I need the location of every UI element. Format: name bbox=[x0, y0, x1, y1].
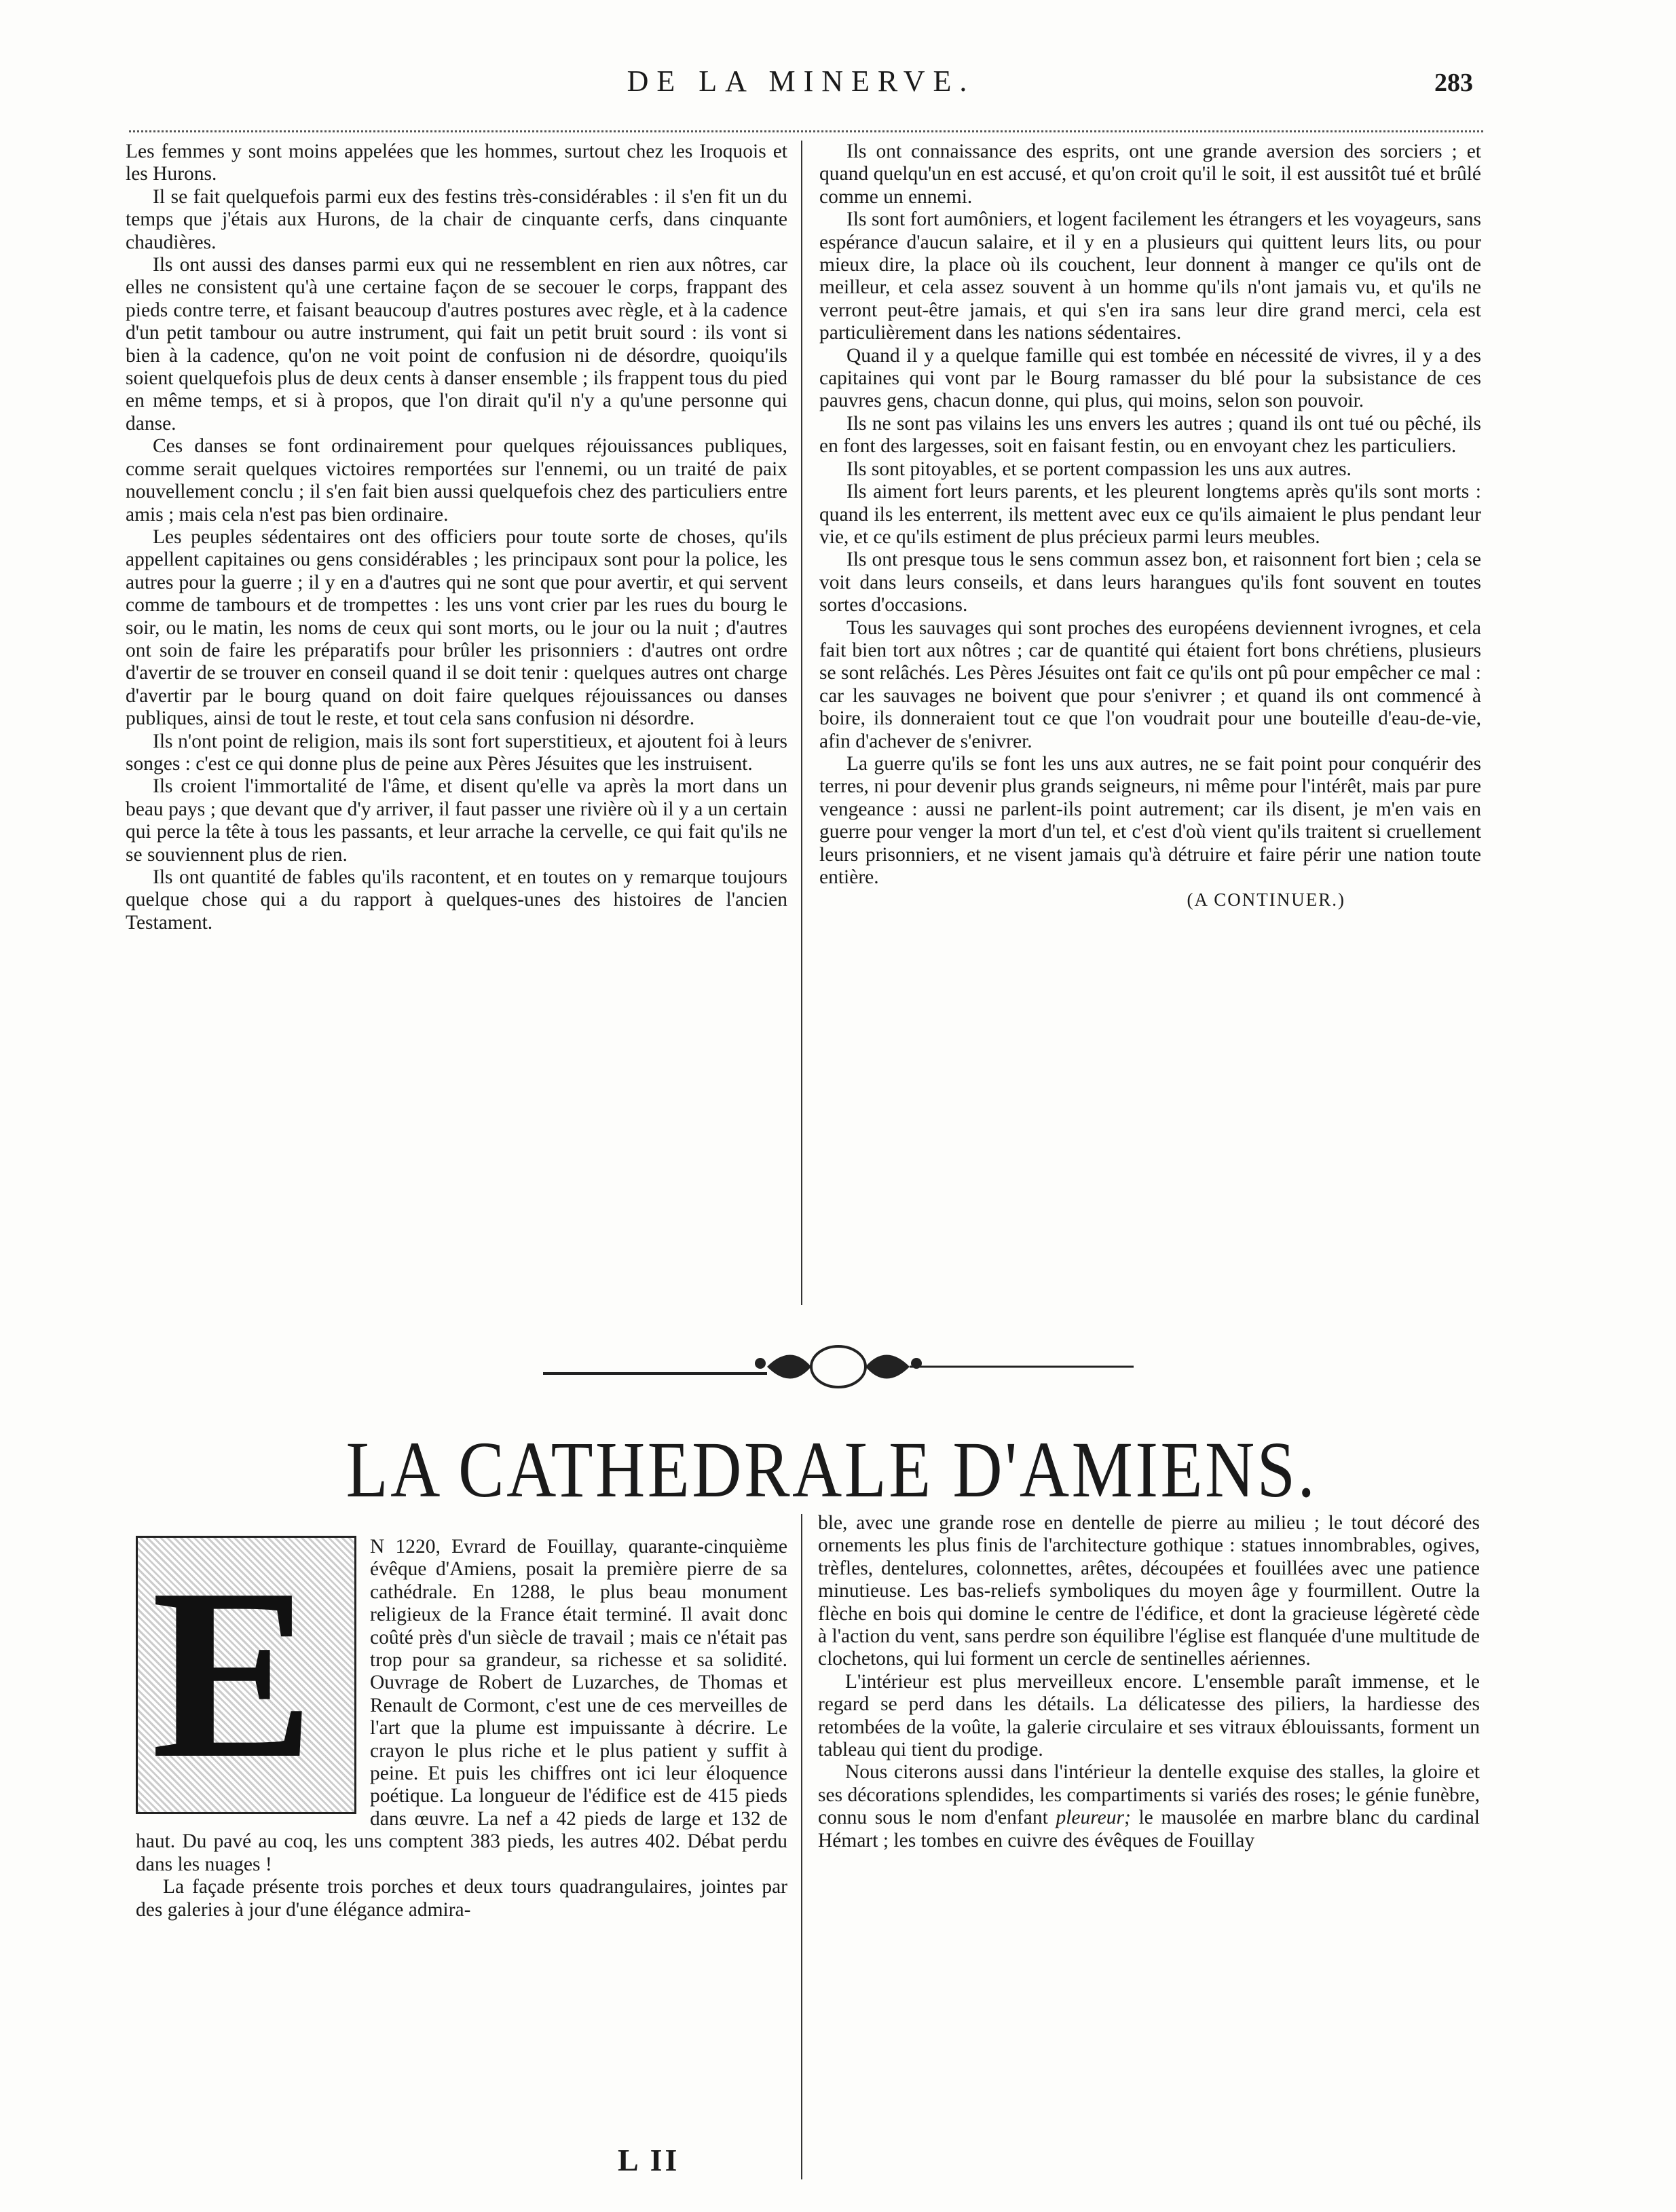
signature-mark: L II bbox=[618, 2143, 680, 2177]
to-continue-note: (A CONTINUER.) bbox=[1187, 889, 1345, 910]
paragraph: Tous les sauvages qui sont proches des européens deviennent ivrognes, et cela fait bien tort aux nôtres ; car de quantité qui étaient fort bons chrétiens, plusieurs se sont relâchés. Les Pères Jésuites ont fait ce qu'ils ont pû pour empêcher ce mal : car les sauvages ne boivent que pour s'enivrer ; et quand ils ont commencé à boire, ils donneraient tout ce que l'on voudrait pour une bouteille d'eau-de-vie, afin d'achever de s'enivrer. bbox=[819, 616, 1481, 752]
column-left-top bbox=[126, 141, 787, 934]
text-run: le mausolée en marbre blanc du cardinal Hémart ; les tombes en cuivre des évêques de Fouillay bbox=[818, 1807, 1481, 1851]
paragraph: Ces danses se font ordinairement pour quelques réjouissances publiques, comme serait quelques victoires remportées sur l'ennemi, ou un traité de paix nouvellement conclu ; il s'en fait bien aussi quelquefois chez des particuliers entre amis ; mais cela n'est pas bien ordinaire. bbox=[126, 435, 787, 526]
column-divider bbox=[801, 141, 802, 1305]
column-right-top bbox=[819, 141, 1481, 912]
paragraph bbox=[818, 1761, 1480, 1852]
paragraph: Ils croient l'immortalité de l'âme, et disent qu'elle va après la mort dans un beau pays ; que devant que d'y arriver, il faut passer une rivière où il y a un certain qui perce la tête à tous les passants, et leur arrache la cervelle, ce qui fait qu'ils ne se souviennent plus de rien. bbox=[126, 775, 787, 866]
paragraph: Les peuples sédentaires ont des officiers pour toute sorte de choses, qu'ils appellent capitaines ou gens considérables ; les principaux sont pour la police, les autres pour la guerre ; il y en a d'autres qui ne sont que pour avertir, et qui servent comme de tambours et de trompettes : les uns vont crier par les rues du bourg le soir, ou le matin, les noms de ceux qui sont morts, ou le jour ou la nuit ; d'autres ont soin de faire les préparatifs pour brûler les prisonniers : d'autres ont ordre d'avertir de se trouver en conseil quand il se doit tenir : quelques autres ont charge d'avertir par le bourg quand on doit faire quelques réjouissances ou danses publiques, ainsi de tout le reste, et tout cela sans confusion ni désordre. bbox=[126, 526, 787, 730]
paragraph: Ils sont fort aumôniers, et logent facilement les étrangers et les voyageurs, sans espérance d'aucun salaire, et il y en a plusieurs qui quittent leurs lits, ou pour mieux dire, la place où ils couchent, leur donnent à manger ce qu'ils ont de meilleur, et cela assez souvent à un homme qu'ils n'ont jamais vu, et qu'ils ne verront peut-être jamais, et qui s'en ira sans leur dire grand merci, cela est particulièrement dans les nations sédentaires. bbox=[819, 208, 1481, 344]
article-title: LA CATHEDRALE D'AMIENS. bbox=[346, 1425, 1318, 1514]
italic-text: pleureur; bbox=[1056, 1807, 1131, 1829]
paragraph: Les femmes y sont moins appelées que les hommes, surtout chez les Iroquois et les Hurons. bbox=[126, 141, 787, 185]
paragraph: Ils sont pitoyables, et se portent compassion les uns aux autres. bbox=[846, 458, 1352, 480]
paragraph: Quand il y a quelque famille qui est tombée en nécessité de vivres, il y a des capitaines qui vont par le Bourg ramasser du blé pour la subsistance de ces pauvres gens, chacun donne, qui plus, qui moins, selon son pouvoir. bbox=[819, 344, 1481, 412]
page-header bbox=[129, 60, 1473, 107]
paragraph: Ils ne sont pas vilains les uns envers les autres ; quand ils ont tué ou pêché, ils en font des largesses, soit en faisant festin, ou en envoyant chez les particuliers. bbox=[819, 412, 1481, 458]
paragraph: La guerre qu'ils se font les uns aux autres, ne se fait point pour conquérir des terres, ni pour devenir plus grands seigneurs, ni même pour l'intérêt, mais par pure vengeance : aussi ne parlent-ils point autrement; car ils disent, je m'en vais en guerre pour venger la mort d'un tel, et c'est d'où vient qu'ils traitent si cruellement leurs prisonniers, et ne visent jamais qu'à détruire et faire périr une nation toute entière. bbox=[819, 752, 1481, 888]
article-column-left bbox=[136, 1536, 787, 1921]
dropcap-letter: E bbox=[151, 1538, 315, 1809]
dropcap-illustration bbox=[136, 1536, 356, 1814]
paragraph: Ils aiment fort leurs parents, et les pleurent longtems après qu'ils sont morts : quand ils les enterrent, ils mettent avec eux ce qu'ils aimaient le plus pendant leur vie, et ce qu'ils estiment de plus précieux parmi leurs meubles. bbox=[819, 481, 1481, 548]
column-divider bbox=[801, 1514, 802, 2179]
paragraph: Il se fait quelquefois parmi eux des festins très-considérables : il s'en fit un du temps que j'étais aux Hurons, de la chair de cinquante cerfs, dans cinquante chaudières. bbox=[126, 185, 787, 253]
paragraph: Ils ont connaissance des esprits, ont une grande aversion des sorciers ; et quand quelqu'un en est accusé, et qu'on croit qu'il le soit, il est aussitôt tué et brûlé comme un ennemi. bbox=[819, 141, 1481, 208]
paragraph: L'intérieur est plus merveilleux encore. L'ensemble paraît immense, et le regard se perd dans les détails. La délicatesse des piliers, la hardiesse des retombées de la voûte, la galerie circulaire et ses vitraux éblouissants, forment un tableau qui tient du prodige. bbox=[818, 1670, 1480, 1761]
article-column-right bbox=[818, 1512, 1480, 1852]
header-rule bbox=[129, 130, 1483, 136]
paragraph: La façade présente trois porches et deux tours quadrangulaires, jointes par des galeries à jour d'une élégance admira- bbox=[136, 1876, 787, 1921]
paragraph: Ils ont presque tous le sens commun assez bon, et raisonnent fort bien ; cela se voit dans leurs conseils, et dans leurs harangues qu'ils font souvent en toutes sortes d'occasions. bbox=[819, 549, 1481, 616]
paragraph: Ils n'ont point de religion, mais ils sont fort superstitieux, et ajoutent foi à leurs songes : c'est ce qui donne plus de peine aux Pères Jésuites que les instruisent. bbox=[126, 730, 787, 775]
page-number: 283 bbox=[1434, 69, 1473, 97]
text-run: Nous citerons aussi dans l'intérieur la dentelle exquise des stalles, la gloire et ses décorations splendides, les compartiments si variés des roses; le génie funèbre, connu sous le nom d'enfant bbox=[818, 1761, 1480, 1829]
paragraph: Ils ont quantité de fables qu'ils racontent, et en toutes on y remarque toujours quelque chose qui a du rapport à quelques-unes des histoires de l'ancien Testament. bbox=[126, 866, 787, 934]
paragraph: Ils ont aussi des danses parmi eux qui ne ressemblent en rien aux nôtres, car elles ne consistent qu'à une certaine façon de se secouer le corps, frappant des pieds contre terre, et faisant beaucoup d'autres postures avec règle, et à la cadence d'un petit tambour ou autre instrument, qui fait un petit bruit sourd : ils vont si bien à la cadence, qu'on ne voit point de confusion ni de désordre, quoiqu'ils soient quelquefois plus de deux cents à danser ensemble ; ils frappent tous du pied en même temps, et si à propos, que l'on dirait qu'il n'y a qu'une personne qui danse. bbox=[126, 254, 787, 435]
running-title: DE LA MINERVE. bbox=[627, 64, 975, 98]
paragraph: N 1220, Evrard de Fouillay, quarante-cinquième évêque d'Amiens, posait la première pierre de sa cathédrale. En 1288, le plus beau monument religieux de la France était terminé. Il avait donc coûté près d'un siècle de travail ; mais ce n'était pas trop pour sa grandeur, sa richesse et sa solidité. Ouvrage de Robert de Luzarches, de Thomas et Renault de Cormont, c'est une de ces merveilles de l'art que la plume est impuissante à décrire. Le crayon le plus riche et le plus patient y suffit à peine. Et puis les chiffres ont ici leur éloquence poétique. La longueur de l'édifice est de 415 pieds dans œuvre. La nef a 42 pieds de large et 132 de haut. Du pavé au coq, les uns comptent 383 pieds, les autres 402. Débat perdu dans les nuages ! bbox=[136, 1536, 787, 1875]
paragraph: ble, avec une grande rose en dentelle de pierre au milieu ; le tout décoré des ornements les plus finis de l'architecture gothique : statues innombrables, ogives, trèfles, dentelures, colonnettes, arêtes, découpées et fouillées avec une patience minutieuse. Les bas-reliefs symboliques du moyen âge y fourmillent. Outre la flèche en bois qui domine le centre de l'édifice, et dont la gracieuse légèreté cède à l'action du vent, sans perdre son équilibre l'église est flanquée d'une multitude de clochetons, qui lui forment un cercle de sentinelles aériennes. bbox=[818, 1512, 1480, 1670]
ornament-divider bbox=[543, 1336, 1134, 1397]
